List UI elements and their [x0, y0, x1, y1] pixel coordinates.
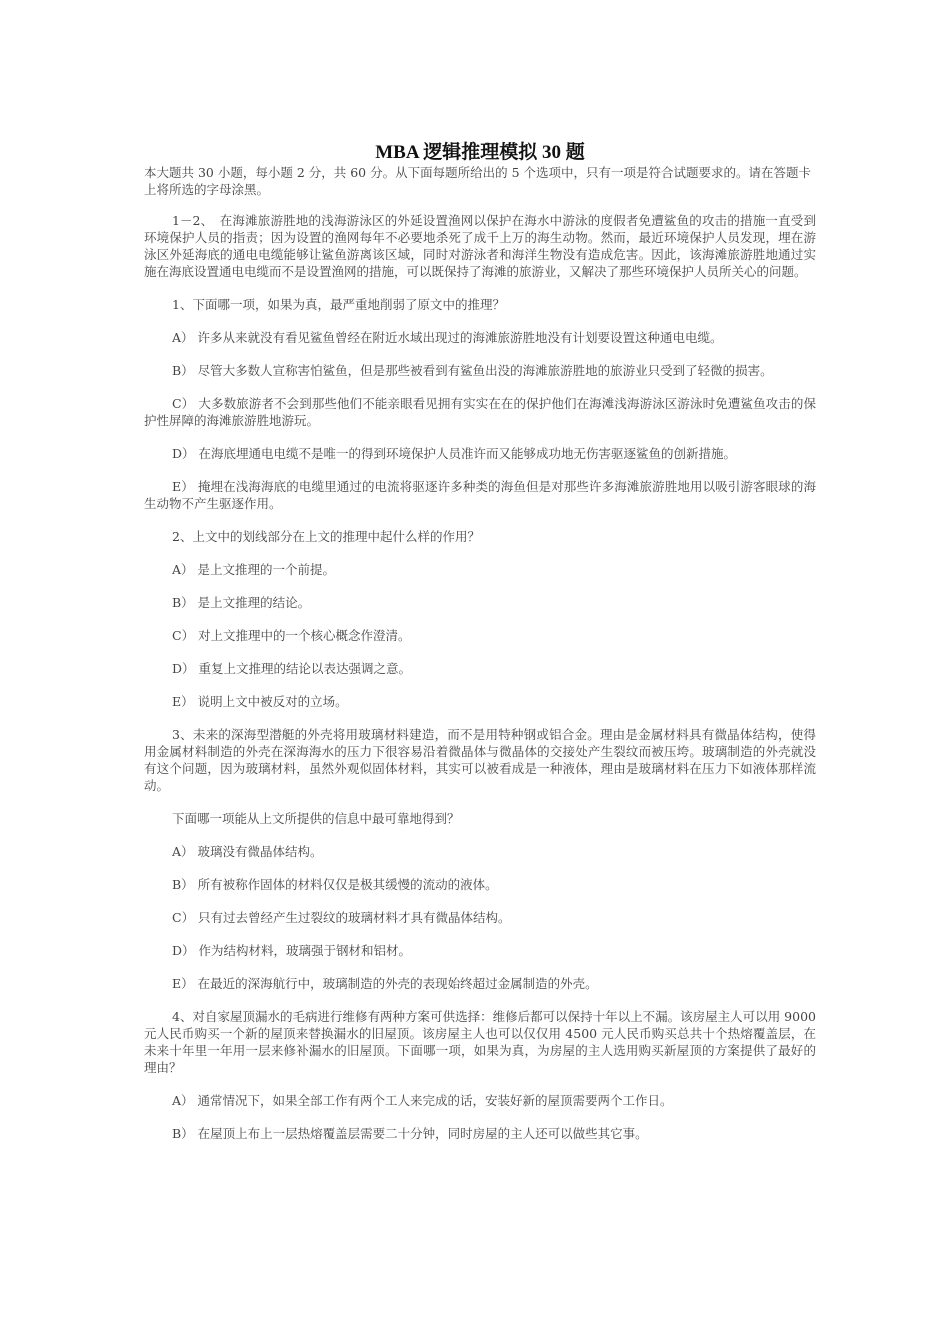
question-1-option-b: B） 尽管大多数人宣称害怕鲨鱼，但是那些被看到有鲨鱼出没的海滩旅游胜地的旅游业只受到了轻微的损害。 [172, 363, 773, 378]
question-2-option-e: E） 说明上文中被反对的立场。 [172, 694, 348, 709]
question-1-option-e: E） 掩埋在浅海海底的电缆里通过的电流将驱逐许多种类的海鱼但是对那些许多海滩旅游胜地用以吸引游客眼球的海生动物不产生驱逐作用。 [144, 479, 816, 511]
question-4-option-b: B） 在屋顶上布上一层热熔覆盖层需要二十分钟，同时房屋的主人还可以做些其它事。 [172, 1126, 648, 1141]
question-1-stem: 1、下面哪一项，如果为真，最严重地削弱了原文中的推理？ [172, 297, 505, 312]
passage-1-2: 1－2、 在海滩旅游胜地的浅海游泳区的外延设置渔网以保护在海水中游泳的度假者免遭鲨鱼的攻击的措施一直受到环境保护人员的指责；因为设置的渔网每年不必要地杀死了成千上万的海生动物。然而，最近环境保护人员发现，埋在游泳区外延海底的通电电缆能够让鲨鱼游离该区域，同时对游泳者和海洋生物没有造成危害。因此，该海滩旅游胜地通过实施在海底设置通电电缆而不是设置渔网的措施，可以既保持了海滩的旅游业，又解决了那些环境保护人员所关心的问题。 [144, 213, 816, 279]
question-3-option-b: B） 所有被称作固体的材料仅仅是极其缓慢的流动的液体。 [172, 877, 498, 892]
question-1-option-d: D） 在海底埋通电电缆不是唯一的得到环境保护人员准许而又能够成功地无伤害驱逐鲨鱼的创新措施。 [172, 446, 736, 461]
question-4-passage: 4、对自家屋顶漏水的毛病进行维修有两种方案可供选择：维修后都可以保持十年以上不漏。该房屋主人可以用 9000 元人民币购买一个新的屋顶来替换漏水的旧屋顶。该房屋主人也可以仅仅用 4500 元人民币购买总共十个热熔覆盖层，在未来十年里一年用一层来修补漏水的旧屋顶。下面哪一项，如果为真，为房屋的主人选用购买新屋顶的方案提供了最好的理由？ [144, 1009, 816, 1075]
question-4-option-a: A） 通常情况下，如果全部工作有两个工人来完成的话，安装好新的屋顶需要两个工作日。 [172, 1093, 673, 1108]
question-3-passage: 3、未来的深海型潜艇的外壳将用玻璃材料建造，而不是用特种钢或铝合金。理由是金属材料具有微晶体结构，使得用金属材料制造的外壳在深海海水的压力下很容易沿着微晶体与微晶体的交接处产生裂纹而被压垮。玻璃制造的外壳就没有这个问题，因为玻璃材料，虽然外观似固体材料，其实可以被看成是一种液体，理由是玻璃材料在压力下如液体那样流动。 [144, 727, 816, 793]
question-3-option-c: C） 只有过去曾经产生过裂纹的玻璃材料才具有微晶体结构。 [172, 910, 511, 925]
document-page [144, 142, 816, 1158]
question-2-option-a: A） 是上文推理的一个前提。 [172, 562, 336, 577]
question-1-option-c: C） 大多数旅游者不会到那些他们不能亲眼看见拥有实实在在的保护他们在海滩浅海游泳区游泳时免遭鲨鱼攻击的保护性屏障的海滩旅游胜地游玩。 [144, 396, 816, 428]
question-3-option-d: D） 作为结构材料，玻璃强于钢材和铝材。 [172, 943, 411, 958]
question-2-option-c: C） 对上文推理中的一个核心概念作澄清。 [172, 628, 411, 643]
question-2-option-b: B） 是上文推理的结论。 [172, 595, 311, 610]
question-1-option-a: A） 许多从来就没有看见鲨鱼曾经在附近水域出现过的海滩旅游胜地没有计划要设置这种通电电缆。 [172, 330, 723, 345]
question-3-option-e: E） 在最近的深海航行中，玻璃制造的外壳的表现始终超过金属制造的外壳。 [172, 976, 598, 991]
question-2-stem: 2、上文中的划线部分在上文的推理中起什么样的作用？ [172, 529, 480, 544]
instructions-intro: 本大题共 30 小题，每小题 2 分，共 60 分。从下面每题所给出的 5 个选项中，只有一项是符合试题要求的。请在答题卡上将所选的字母涂黑。 [144, 165, 812, 197]
document-title: MBA 逻辑推理模拟 30 题 [375, 142, 585, 163]
question-3-stem: 下面哪一项能从上文所提供的信息中最可靠地得到？ [172, 811, 460, 826]
question-2-option-d: D） 重复上文推理的结论以表达强调之意。 [172, 661, 411, 676]
question-3-option-a: A） 玻璃没有微晶体结构。 [172, 844, 323, 859]
